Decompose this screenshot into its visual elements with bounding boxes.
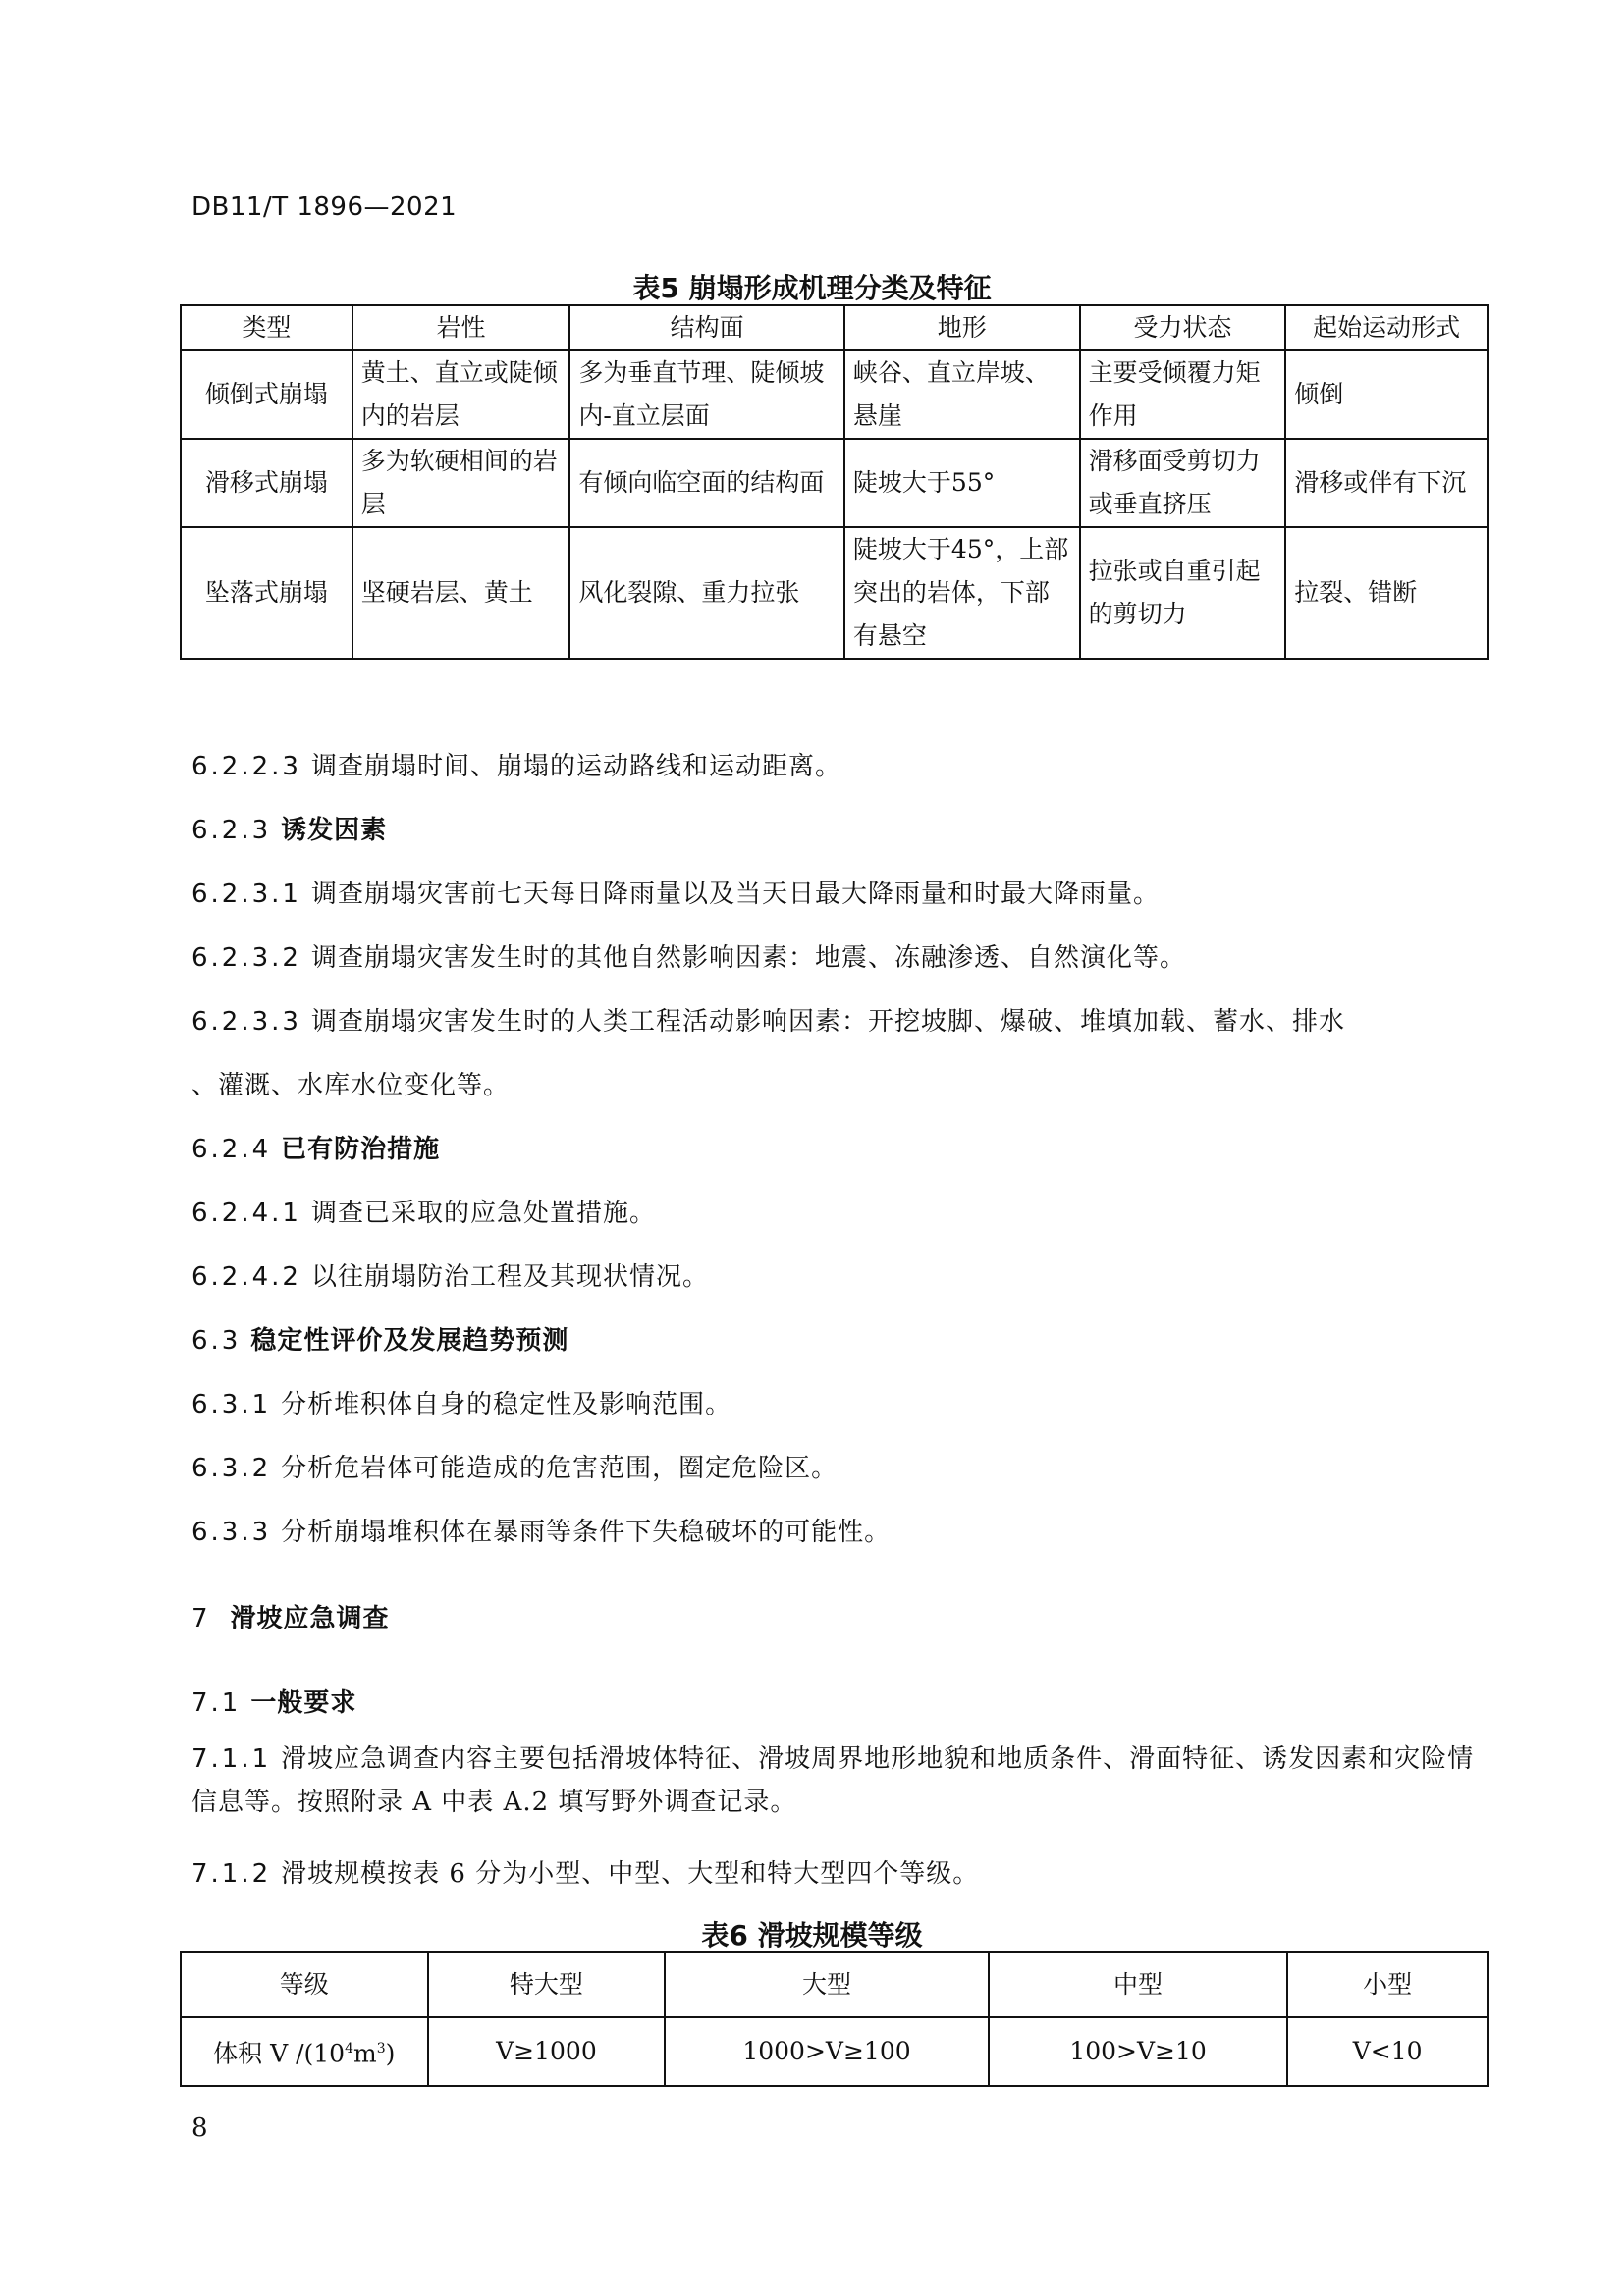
table5-col-header: 受力状态 bbox=[1080, 305, 1286, 350]
table-cell: 有倾向临空面的结构面 bbox=[569, 439, 844, 527]
table-cell: 滑移或伴有下沉 bbox=[1285, 439, 1488, 527]
paragraph: 6.2.3.1 调查崩塌灾害前七天每日降雨量以及当天日最大降雨量和时最大降雨量。 bbox=[191, 880, 1160, 909]
table-cell: 坚硬岩层、黄土 bbox=[352, 527, 570, 659]
table-cell: 黄土、直立或陡倾内的岩层 bbox=[352, 350, 570, 439]
paragraph-continuation: 、灌溉、水库水位变化等。 bbox=[191, 1071, 511, 1100]
section-heading: 6.2.3 诱发因素 bbox=[191, 816, 388, 845]
table-cell: 多为软硬相间的岩层 bbox=[352, 439, 570, 527]
section-heading: 7.1 一般要求 bbox=[191, 1688, 357, 1718]
paragraph: 7.1.2 滑坡规模按表 6 分为小型、中型、大型和特大型四个等级。 bbox=[191, 1859, 980, 1889]
paragraph: 6.2.2.3 调查崩塌时间、崩塌的运动路线和运动距离。 bbox=[191, 752, 841, 781]
table5 bbox=[180, 304, 1489, 660]
table-cell: V≥1000 bbox=[428, 2017, 666, 2086]
paragraph: 6.2.4.1 调查已采取的应急处置措施。 bbox=[191, 1199, 656, 1228]
table-row bbox=[181, 439, 1488, 527]
chapter-heading: 7 滑坡应急调查 bbox=[191, 1604, 390, 1633]
table6-col-header: 特大型 bbox=[428, 1952, 666, 2017]
paragraph: 6.3.2 分析危岩体可能造成的危害范围，圈定危险区。 bbox=[191, 1454, 839, 1483]
table5-col-header: 类型 bbox=[181, 305, 352, 350]
paragraph: 6.2.3.2 调查崩塌灾害发生时的其他自然影响因素：地震、冻融渗透、自然演化等。 bbox=[191, 943, 1186, 973]
table6-col-header: 小型 bbox=[1287, 1952, 1488, 2017]
table6-col-header: 大型 bbox=[665, 1952, 989, 2017]
table-cell: 100>V≥10 bbox=[989, 2017, 1288, 2086]
table-cell: 陡坡大于55° bbox=[844, 439, 1080, 527]
section-heading: 6.2.4 已有防治措施 bbox=[191, 1135, 441, 1164]
table-cell: V<10 bbox=[1287, 2017, 1488, 2086]
table5-col-header: 结构面 bbox=[569, 305, 844, 350]
volume-label-cell: 体积 V $/(10^4m^3)$ bbox=[181, 2017, 428, 2086]
table5-header-row bbox=[181, 305, 1488, 350]
table-cell: 主要受倾覆力矩作用 bbox=[1080, 350, 1286, 439]
table-row bbox=[181, 2017, 1488, 2086]
table5-col-header: 起始运动形式 bbox=[1285, 305, 1488, 350]
table-row bbox=[181, 527, 1488, 659]
table5-col-header: 岩性 bbox=[352, 305, 570, 350]
document-id: DB11/T 1896—2021 bbox=[191, 192, 458, 222]
paragraph: 6.3.3 分析崩塌堆积体在暴雨等条件下失稳破坏的可能性。 bbox=[191, 1518, 892, 1547]
table-cell: 风化裂隙、重力拉张 bbox=[569, 527, 844, 659]
table-cell: 滑移面受剪切力或垂直挤压 bbox=[1080, 439, 1286, 527]
table6-header-row bbox=[181, 1952, 1488, 2017]
table6 bbox=[180, 1951, 1489, 2087]
table-row bbox=[181, 350, 1488, 439]
page-number: 8 bbox=[191, 2113, 208, 2143]
table-cell: 1000>V≥100 bbox=[665, 2017, 989, 2086]
paragraph: 6.3.1 分析堆积体自身的稳定性及影响范围。 bbox=[191, 1390, 732, 1419]
table-cell: 倾倒式崩塌 bbox=[181, 350, 352, 439]
section-heading: 6.3 稳定性评价及发展趋势预测 bbox=[191, 1326, 569, 1356]
table-cell: 陡坡大于45°，上部突出的岩体，下部有悬空 bbox=[844, 527, 1080, 659]
table-cell: 坠落式崩塌 bbox=[181, 527, 352, 659]
table6-caption: 表6 滑坡规模等级 bbox=[701, 1919, 923, 1951]
table-cell: 多为垂直节理、陡倾坡内-直立层面 bbox=[569, 350, 844, 439]
table-cell: 滑移式崩塌 bbox=[181, 439, 352, 527]
paragraph: 6.2.4.2 以往崩塌防治工程及其现状情况。 bbox=[191, 1262, 709, 1292]
table-cell: 倾倒 bbox=[1285, 350, 1488, 439]
table5-col-header: 地形 bbox=[844, 305, 1080, 350]
table6-col-header: 中型 bbox=[989, 1952, 1288, 2017]
table5-caption: 表5 崩塌形成机理分类及特征 bbox=[632, 272, 992, 304]
paragraph: 7.1.1 滑坡应急调查内容主要包括滑坡体特征、滑坡周界地形地貌和地质条件、滑面特征、诱发因素和灾险情信息等。按照附录 A 中表 A.2 填写野外调查记录。 bbox=[191, 1744, 1475, 1817]
table6-col-header: 等级 bbox=[181, 1952, 428, 2017]
table-cell: 拉裂、错断 bbox=[1285, 527, 1488, 659]
table-cell: 峡谷、直立岸坡、悬崖 bbox=[844, 350, 1080, 439]
table-cell: 拉张或自重引起的剪切力 bbox=[1080, 527, 1286, 659]
paragraph: 6.2.3.3 调查崩塌灾害发生时的人类工程活动影响因素：开挖坡脚、爆破、堆填加载、蓄水、排水 bbox=[191, 1007, 1345, 1037]
